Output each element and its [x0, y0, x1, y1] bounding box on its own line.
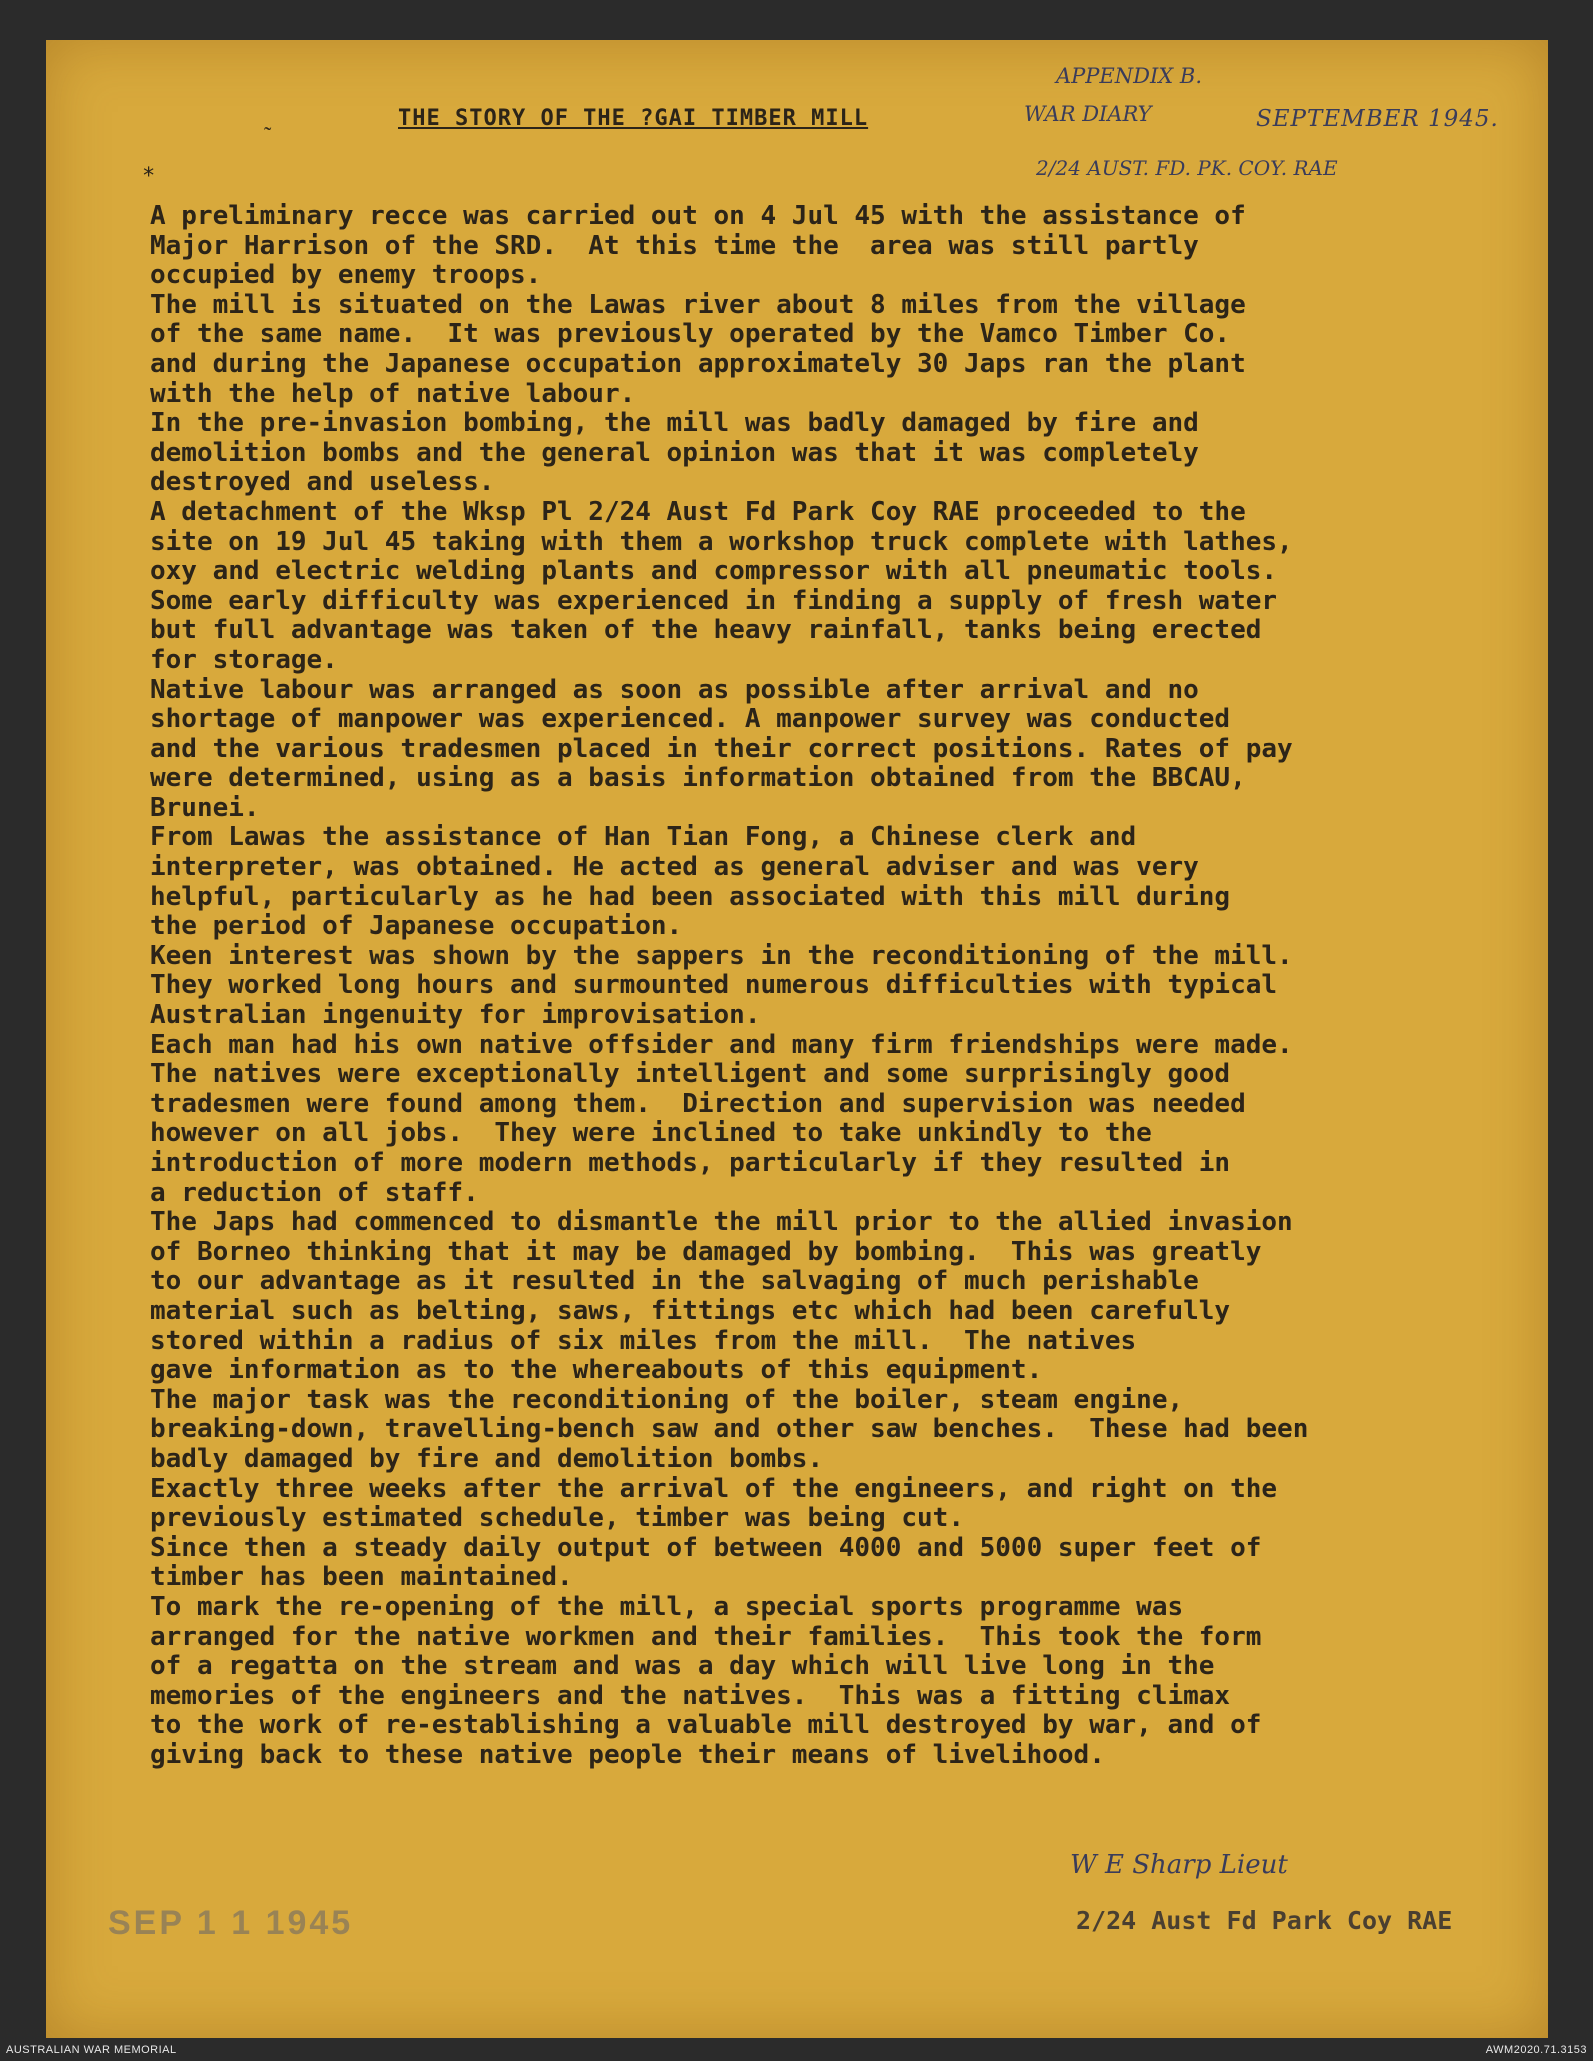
document-body [150, 202, 1570, 1770]
body-line: demolition bombs and the general opinion was that it was completely [150, 437, 1199, 468]
body-line: A detachment of the Wksp Pl 2/24 Aust Fd Park Coy RAE proceeded to the [150, 496, 1246, 527]
signature-unit: 2/24 Aust Fd Park Coy RAE [1076, 1906, 1453, 1935]
body-line: From Lawas the assistance of Han Tian Fong, a Chinese clerk and [150, 822, 1137, 853]
body-line: the period of Japanese occupation. [150, 911, 683, 942]
body-line: The natives were exceptionally intelligent and some surprisingly good [150, 1059, 1231, 1090]
body-line: but full advantage was taken of the heavy rainfall, tanks being erected [150, 615, 1262, 646]
body-line: Exactly three weeks after the arrival of the engineers, and right on the [150, 1473, 1278, 1504]
body-line: The Japs had commenced to dismantle the mill prior to the allied invasion [150, 1207, 1293, 1238]
body-line: The major task was the reconditioning of the boiler, steam engine, [150, 1384, 1184, 1415]
body-line: and the various tradesmen placed in their correct positions. Rates of pay [150, 733, 1293, 764]
body-line: arranged for the native workmen and their families. This took the form [150, 1621, 1262, 1652]
body-line: to our advantage as it resulted in the salvaging of much perishable [150, 1266, 1199, 1297]
month-annotation: SEPTEMBER 1945. [1256, 106, 1499, 132]
body-line: previously estimated schedule, timber was being cut. [150, 1503, 964, 1534]
date-stamp: SEP 1 1 1945 [108, 1904, 354, 1942]
body-line: of a regatta on the stream and was a day which will live long in the [150, 1651, 1215, 1682]
body-line: introduction of more modern methods, particularly if they resulted in [150, 1148, 1231, 1178]
body-line: timber has been maintained. [150, 1562, 573, 1593]
body-line: Since then a steady daily output of between 4000 and 5000 super feet of [150, 1532, 1262, 1563]
signature: W E Sharp Lieut [1070, 1850, 1288, 1880]
body-line: with the help of native labour. [150, 378, 636, 409]
body-line: Some early difficulty was experienced in finding a supply of fresh water [150, 585, 1278, 616]
body-line: Each man had his own native offsider and many firm friendships were made. [150, 1029, 1293, 1060]
document-page [46, 40, 1548, 2038]
body-line: were determined, using as a basis information obtained from the BBCAU, [150, 763, 1246, 794]
body-line: In the pre-invasion bombing, the mill was badly damaged by fire and [150, 408, 1199, 439]
body-line: material such as belting, saws, fittings etc which had been carefully [150, 1295, 1231, 1326]
body-line: shortage of manpower was experienced. A manpower survey was conducted [150, 704, 1231, 735]
body-line: breaking-down, travelling-bench saw and other saw benches. These had been [150, 1414, 1309, 1445]
body-line: Brunei. [150, 792, 260, 823]
body-line: of Borneo thinking that it may be damaged by bombing. This was greatly [150, 1236, 1262, 1267]
body-line: tradesmen were found among them. Direction and supervision was needed [150, 1088, 1246, 1119]
body-line: occupied by enemy troops. [150, 260, 542, 291]
body-line: Keen interest was shown by the sappers in the reconditioning of the mill. [150, 940, 1293, 971]
body-line: to the work of re-establishing a valuable mill destroyed by war, and of [150, 1710, 1262, 1741]
body-line: stored within a radius of six miles from the mill. The natives [150, 1325, 1137, 1356]
body-line: They worked long hours and surmounted numerous difficulties with typical [150, 970, 1278, 1001]
signature-block [1046, 1850, 1526, 1970]
body-line: helpful, particularly as he had been associated with this mill during [150, 881, 1231, 912]
body-line: site on 19 Jul 45 taking with them a workshop truck complete with lathes, [150, 526, 1293, 557]
body-line: interpreter, was obtained. He acted as general adviser and was very [150, 852, 1199, 883]
appendix-annotation: APPENDIX B. [1056, 64, 1202, 88]
body-line: Native labour was arranged as soon as possible after arrival and no [150, 674, 1199, 705]
body-line: a reduction of staff. [150, 1177, 479, 1208]
body-line: To mark the re-opening of the mill, a special sports programme was [150, 1591, 1184, 1622]
body-line: The mill is situated on the Lawas river about 8 miles from the village [150, 289, 1246, 320]
body-line: and during the Japanese occupation approximately 30 Japs ran the plant [150, 348, 1246, 379]
body-line: memories of the engineers and the natives. This was a fitting climax [150, 1680, 1231, 1711]
war-diary-annotation: WAR DIARY [1024, 102, 1152, 126]
document-title: THE STORY OF THE ?GAI TIMBER MILL [398, 106, 869, 131]
ink-mark: ˷ [264, 107, 272, 132]
body-line: destroyed and useless. [150, 467, 495, 498]
body-line: oxy and electric welding plants and compressor with all pneumatic tools. [150, 556, 1278, 587]
footer-accession-number: AWM2020.71.3153 [1485, 2044, 1587, 2056]
body-line: badly damaged by fire and demolition bombs. [150, 1443, 824, 1474]
body-line: Major Harrison of the SRD. At this time the area was still partly [150, 230, 1199, 261]
body-line: A preliminary recce was carried out on 4 Jul 45 with the assistance of [150, 201, 1246, 231]
body-line: giving back to these native people their means of livelihood. [150, 1739, 1105, 1770]
ink-mark: * [142, 164, 156, 189]
unit-annotation: 2/24 AUST. FD. PK. COY. RAE [1036, 156, 1338, 180]
body-line: of the same name. It was previously operated by the Vamco Timber Co. [150, 319, 1231, 350]
body-line: however on all jobs. They were inclined to take unkindly to the [150, 1118, 1152, 1149]
body-line: for storage. [150, 644, 338, 675]
body-line: Australian ingenuity for improvisation. [150, 1000, 761, 1031]
footer-institution: AUSTRALIAN WAR MEMORIAL [6, 2044, 177, 2056]
body-line: gave information as to the whereabouts of this equipment. [150, 1355, 1043, 1386]
